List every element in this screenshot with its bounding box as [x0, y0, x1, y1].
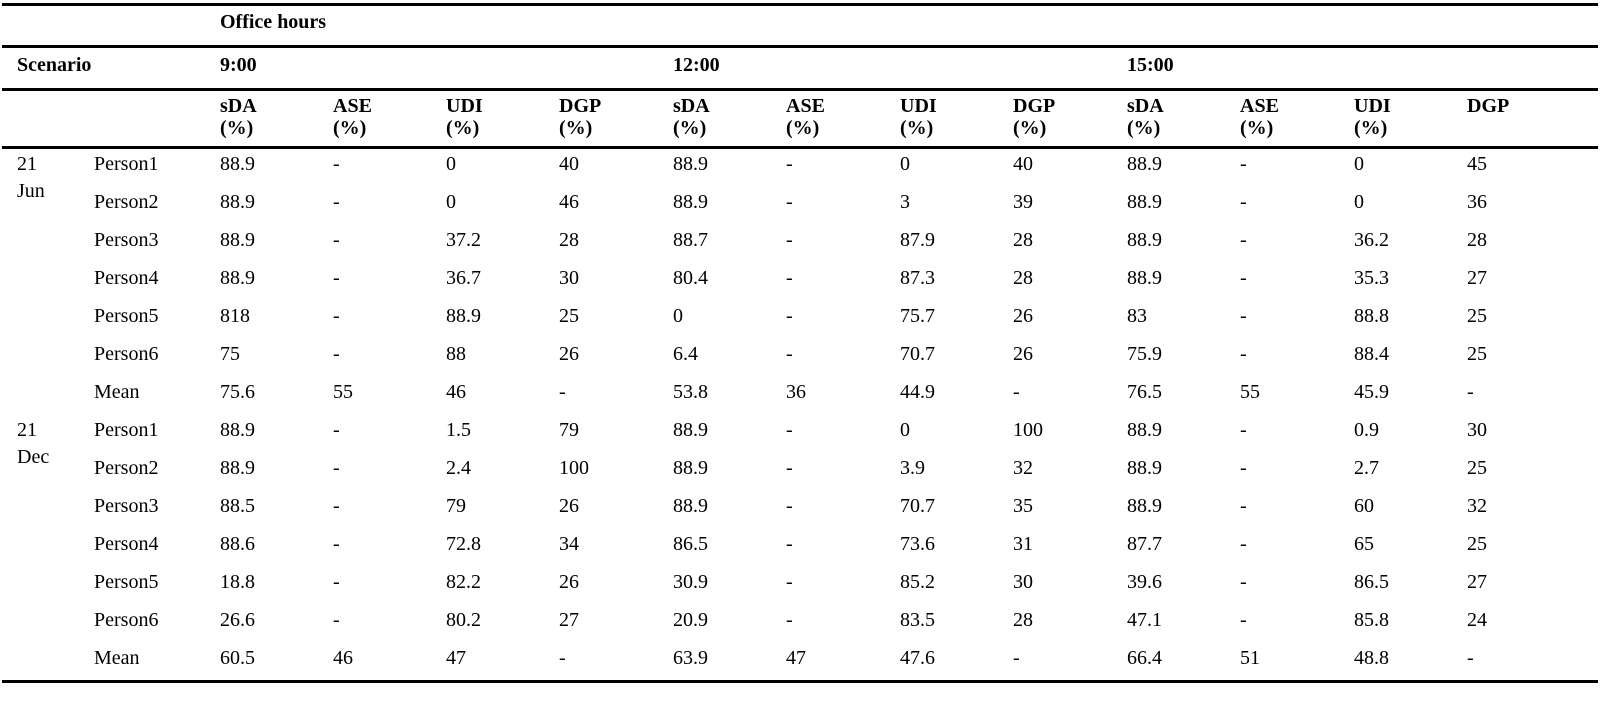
column-header-unit: (%) — [559, 117, 593, 139]
table-cell: 55 — [1240, 381, 1260, 403]
table-cell: 32 — [1013, 457, 1033, 479]
table-cell: 25 — [1467, 343, 1487, 365]
table-cell: 82.2 — [446, 571, 481, 593]
column-header-unit: (%) — [220, 117, 254, 139]
column-header-name: sDA — [673, 95, 710, 117]
row-label: Person4 — [94, 267, 159, 289]
table-cell: 0 — [673, 305, 683, 327]
table-cell: 6.4 — [673, 343, 698, 365]
table-cell: - — [786, 457, 793, 479]
table-cell: 88.9 — [220, 457, 255, 479]
column-header — [333, 95, 372, 139]
column-header-name: DGP — [1013, 95, 1056, 117]
column-header-name: UDI — [1354, 95, 1391, 117]
date-label — [17, 151, 45, 205]
table-cell: 37.2 — [446, 229, 481, 251]
table-cell: 30 — [1467, 419, 1487, 441]
table-cell: - — [1467, 647, 1474, 669]
table-cell: 28 — [1013, 229, 1033, 251]
table-cell: 45 — [1467, 153, 1487, 175]
table-cell: - — [333, 571, 340, 593]
table-cell: 30 — [559, 267, 579, 289]
column-header-unit: (%) — [1127, 117, 1161, 139]
table-cell: - — [333, 267, 340, 289]
table-cell: 86.5 — [1354, 571, 1389, 593]
table-cell: 3.9 — [900, 457, 925, 479]
table-cell: - — [786, 609, 793, 631]
column-header-name: DGP — [559, 95, 602, 117]
table-cell: 36.2 — [1354, 229, 1389, 251]
column-header-name: sDA — [1127, 95, 1164, 117]
date-month: Dec — [17, 446, 50, 468]
table-cell: 32 — [1467, 495, 1487, 517]
table-cell: 85.8 — [1354, 609, 1389, 631]
table-cell: 44.9 — [900, 381, 935, 403]
table-cell: 75.6 — [220, 381, 255, 403]
table-cell: 3 — [900, 191, 910, 213]
table-cell: 88.9 — [673, 419, 708, 441]
header-rule-1 — [2, 45, 1598, 48]
table-cell: 88.7 — [673, 229, 708, 251]
top-rule — [2, 3, 1598, 6]
row-label: Person1 — [94, 153, 159, 175]
table-cell: 0 — [900, 419, 910, 441]
table-cell: 47 — [446, 647, 466, 669]
row-label: Person5 — [94, 305, 159, 327]
table-cell: 40 — [559, 153, 579, 175]
table-cell: - — [786, 191, 793, 213]
bottom-rule — [2, 680, 1598, 683]
table-cell: - — [1240, 609, 1247, 631]
table-cell: 88.9 — [1127, 495, 1162, 517]
column-header-unit: (%) — [900, 117, 934, 139]
column-header-name: ASE — [786, 95, 825, 117]
table-cell: 83.5 — [900, 609, 935, 631]
table-cell: - — [786, 305, 793, 327]
row-label: Mean — [94, 647, 140, 669]
date-label — [17, 417, 49, 471]
table-cell: 88.9 — [1127, 153, 1162, 175]
table-cell: - — [1240, 419, 1247, 441]
table-cell: 35 — [1013, 495, 1033, 517]
table-cell: 53.8 — [673, 381, 708, 403]
table-cell: 75 — [220, 343, 240, 365]
table-cell: 2.7 — [1354, 457, 1379, 479]
table-cell: 88.9 — [1127, 457, 1162, 479]
table-cell: 0 — [1354, 191, 1364, 213]
table-cell: - — [1240, 153, 1247, 175]
header-rule-3 — [2, 146, 1598, 149]
table-cell: 36 — [1467, 191, 1487, 213]
table-cell: 83 — [1127, 305, 1147, 327]
table-cell: 88.4 — [1354, 343, 1389, 365]
table-cell: 55 — [333, 381, 353, 403]
column-header-name: DGP — [1467, 95, 1510, 117]
table-cell: - — [333, 305, 340, 327]
table-cell: 75.9 — [1127, 343, 1162, 365]
table-cell: - — [559, 381, 566, 403]
table-cell: 65 — [1354, 533, 1374, 555]
table-cell: - — [333, 229, 340, 251]
table-cell: 45.9 — [1354, 381, 1389, 403]
table-cell: 0 — [900, 153, 910, 175]
column-header — [673, 95, 710, 139]
table-cell: - — [1240, 457, 1247, 479]
time-group-header-9: 9:00 — [220, 54, 257, 76]
table-cell: - — [786, 343, 793, 365]
table-cell: 26 — [1013, 343, 1033, 365]
table-cell: 46 — [559, 191, 579, 213]
table-cell: 63.9 — [673, 647, 708, 669]
row-label: Person6 — [94, 343, 159, 365]
table-cell: 1.5 — [446, 419, 471, 441]
table-cell: 30 — [1013, 571, 1033, 593]
table-cell: 87.9 — [900, 229, 935, 251]
table-cell: 85.2 — [900, 571, 935, 593]
table-cell: - — [1240, 191, 1247, 213]
table-cell: 75.7 — [900, 305, 935, 327]
table-cell: - — [333, 457, 340, 479]
table-cell: - — [786, 153, 793, 175]
table-cell: 25 — [1467, 457, 1487, 479]
table-cell: 88.9 — [1127, 191, 1162, 213]
column-header-name: ASE — [333, 95, 372, 117]
table-cell: 46 — [333, 647, 353, 669]
table-cell: - — [1240, 533, 1247, 555]
column-header-unit: (%) — [1240, 117, 1274, 139]
date-month: Jun — [17, 180, 45, 202]
table-cell: 818 — [220, 305, 250, 327]
table-cell: 100 — [559, 457, 589, 479]
column-header — [1467, 95, 1509, 117]
table-cell: 87.3 — [900, 267, 935, 289]
table-cell: - — [1013, 647, 1020, 669]
table-cell: - — [1013, 381, 1020, 403]
column-header — [559, 95, 601, 139]
column-header — [446, 95, 483, 139]
table-cell: 0.9 — [1354, 419, 1379, 441]
table-cell: 25 — [1467, 305, 1487, 327]
column-header — [1013, 95, 1055, 139]
time-group-header-15: 15:00 — [1127, 54, 1174, 76]
table-cell: 88.9 — [673, 495, 708, 517]
table-cell: 26 — [559, 495, 579, 517]
table-cell: 35.3 — [1354, 267, 1389, 289]
time-group-header-12: 12:00 — [673, 54, 720, 76]
table-cell: 79 — [446, 495, 466, 517]
table-cell: 80.4 — [673, 267, 708, 289]
table-cell: 46 — [446, 381, 466, 403]
table-cell: 88.9 — [220, 229, 255, 251]
table-cell: 70.7 — [900, 343, 935, 365]
table-cell: - — [333, 419, 340, 441]
table-cell: 36 — [786, 381, 806, 403]
table-cell: 88.9 — [220, 267, 255, 289]
table-cell: 26 — [559, 571, 579, 593]
column-header-unit: (%) — [1013, 117, 1047, 139]
column-header-unit: (%) — [673, 117, 707, 139]
column-header-unit: (%) — [786, 117, 820, 139]
row-label: Person4 — [94, 533, 159, 555]
row-label: Mean — [94, 381, 140, 403]
table-cell: - — [1240, 571, 1247, 593]
table-cell: 70.7 — [900, 495, 935, 517]
table-cell: - — [1467, 381, 1474, 403]
table-cell: 26.6 — [220, 609, 255, 631]
column-header-name: UDI — [900, 95, 937, 117]
table-cell: 79 — [559, 419, 579, 441]
table-cell: - — [786, 533, 793, 555]
row-label: Person3 — [94, 495, 159, 517]
column-header-unit: (%) — [333, 117, 367, 139]
table-cell: 20.9 — [673, 609, 708, 631]
table-cell: - — [1240, 267, 1247, 289]
table-cell: 73.6 — [900, 533, 935, 555]
table-cell: - — [786, 571, 793, 593]
table-cell: 36.7 — [446, 267, 481, 289]
table-cell: 27 — [1467, 571, 1487, 593]
table-cell: 51 — [1240, 647, 1260, 669]
table-cell: 88.9 — [220, 153, 255, 175]
table-cell: 28 — [1467, 229, 1487, 251]
table-cell: 39 — [1013, 191, 1033, 213]
table-cell: - — [786, 495, 793, 517]
table-cell: 27 — [559, 609, 579, 631]
table-cell: 88.9 — [220, 191, 255, 213]
row-label: Person1 — [94, 419, 159, 441]
table-cell: 31 — [1013, 533, 1033, 555]
row-label: Person5 — [94, 571, 159, 593]
table-cell: 26 — [1013, 305, 1033, 327]
column-header-unit: (%) — [1354, 117, 1388, 139]
table-cell: 0 — [1354, 153, 1364, 175]
table-cell: - — [333, 153, 340, 175]
table-cell: 18.8 — [220, 571, 255, 593]
table-cell: - — [1240, 305, 1247, 327]
table-cell: - — [1240, 229, 1247, 251]
table-cell: 48.8 — [1354, 647, 1389, 669]
table-cell: 76.5 — [1127, 381, 1162, 403]
table-cell: 88.5 — [220, 495, 255, 517]
table-cell: 34 — [559, 533, 579, 555]
office-hours-header: Office hours — [220, 11, 327, 33]
date-day: 21 — [17, 419, 37, 441]
table-cell: - — [559, 647, 566, 669]
table-cell: - — [1240, 495, 1247, 517]
table-cell: 88.9 — [1127, 419, 1162, 441]
table-cell: 47.1 — [1127, 609, 1162, 631]
scenario-header: Scenario — [17, 54, 92, 76]
date-day: 21 — [17, 153, 37, 175]
row-label: Person2 — [94, 191, 159, 213]
table-cell: 88.9 — [1127, 267, 1162, 289]
table-cell: - — [333, 191, 340, 213]
column-header — [1127, 95, 1164, 139]
header-rule-2 — [2, 88, 1598, 91]
table-cell: 60.5 — [220, 647, 255, 669]
table-cell: - — [333, 533, 340, 555]
table-cell: - — [786, 267, 793, 289]
table-cell: 40 — [1013, 153, 1033, 175]
table-cell: 30.9 — [673, 571, 708, 593]
table-cell: 25 — [559, 305, 579, 327]
column-header-name: ASE — [1240, 95, 1279, 117]
column-header — [786, 95, 825, 139]
column-header-unit: (%) — [446, 117, 480, 139]
column-header — [220, 95, 257, 139]
column-header-name: sDA — [220, 95, 257, 117]
table-cell: 88 — [446, 343, 466, 365]
table-cell: 2.4 — [446, 457, 471, 479]
table-cell: 26 — [559, 343, 579, 365]
table-cell: 66.4 — [1127, 647, 1162, 669]
table-cell: 28 — [1013, 609, 1033, 631]
table-cell: 39.6 — [1127, 571, 1162, 593]
table-cell: 100 — [1013, 419, 1043, 441]
table-cell: - — [333, 609, 340, 631]
table-cell: 0 — [446, 153, 456, 175]
column-header — [1354, 95, 1391, 139]
table-cell: 88.9 — [673, 191, 708, 213]
table-cell: 88.9 — [220, 419, 255, 441]
column-header-name: UDI — [446, 95, 483, 117]
table-cell: - — [786, 419, 793, 441]
column-header — [900, 95, 937, 139]
table-cell: 88.9 — [1127, 229, 1162, 251]
table-cell: 28 — [559, 229, 579, 251]
table-cell: - — [1240, 343, 1247, 365]
table-cell: 88.9 — [673, 153, 708, 175]
table-cell: - — [333, 343, 340, 365]
table-cell: 24 — [1467, 609, 1487, 631]
table-cell: 47.6 — [900, 647, 935, 669]
row-label: Person2 — [94, 457, 159, 479]
table-cell: 88.9 — [446, 305, 481, 327]
table-cell: - — [786, 229, 793, 251]
table-cell: 88.6 — [220, 533, 255, 555]
table-cell: 87.7 — [1127, 533, 1162, 555]
table-cell: 86.5 — [673, 533, 708, 555]
table-cell: - — [333, 495, 340, 517]
table-cell: 27 — [1467, 267, 1487, 289]
row-label: Person3 — [94, 229, 159, 251]
table-cell: 60 — [1354, 495, 1374, 517]
table-cell: 80.2 — [446, 609, 481, 631]
table-cell: 47 — [786, 647, 806, 669]
table-cell: 88.9 — [673, 457, 708, 479]
table-cell: 25 — [1467, 533, 1487, 555]
row-label: Person6 — [94, 609, 159, 631]
table-cell: 28 — [1013, 267, 1033, 289]
column-header — [1240, 95, 1279, 139]
table-cell: 72.8 — [446, 533, 481, 555]
table-cell: 88.8 — [1354, 305, 1389, 327]
table-cell: 0 — [446, 191, 456, 213]
